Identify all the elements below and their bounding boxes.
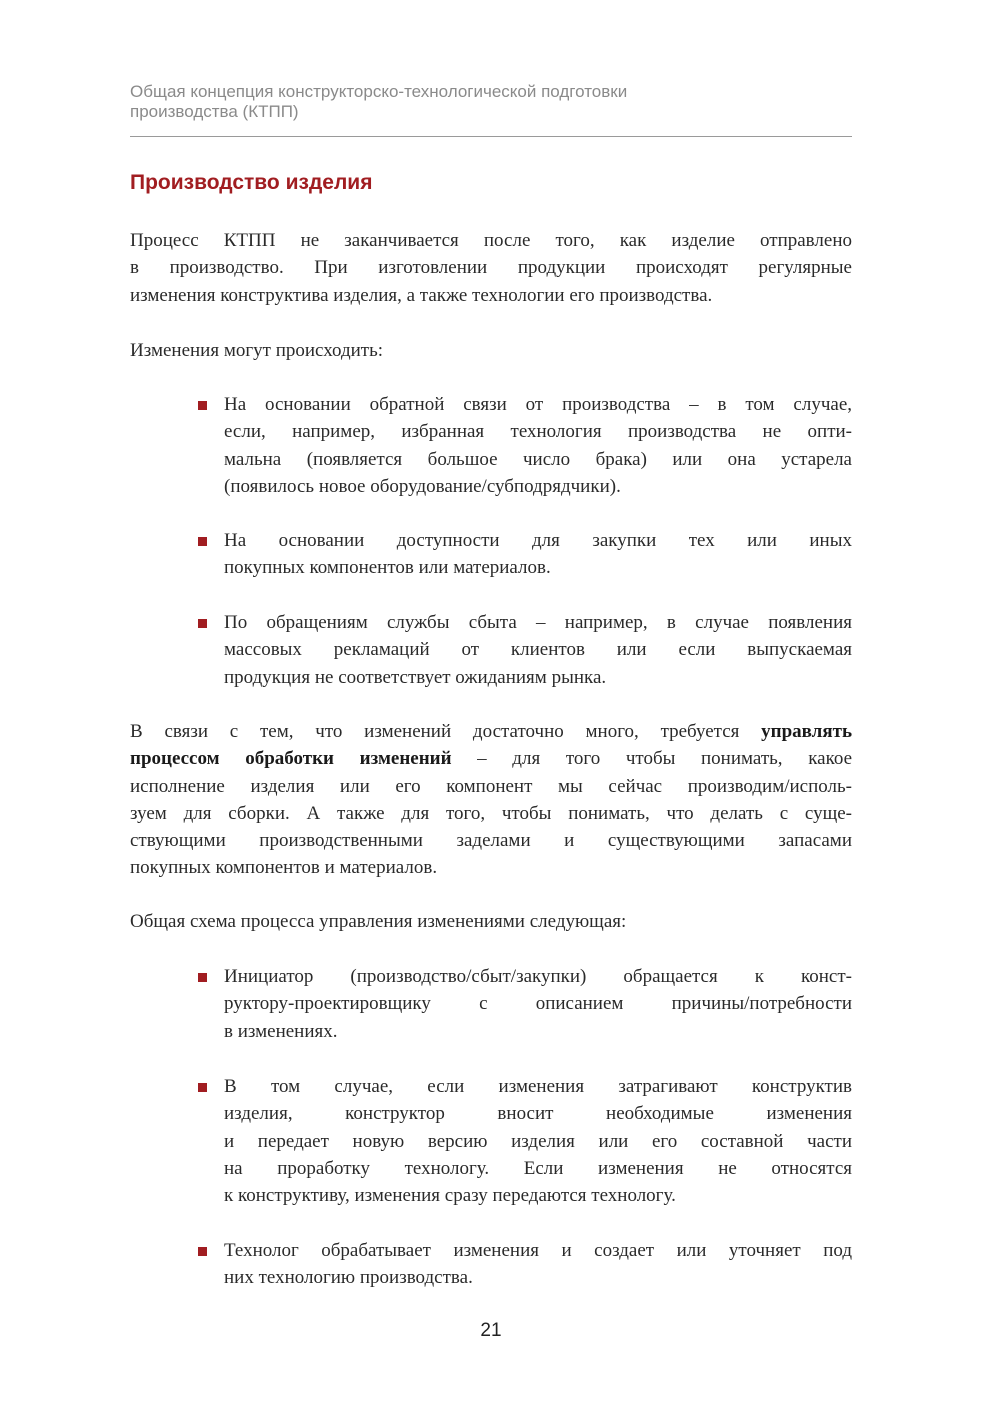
text-line: На основании доступности для закупки тех или иных bbox=[224, 530, 852, 551]
section-title: Производство изделия bbox=[130, 171, 373, 194]
square-bullet-icon bbox=[198, 537, 207, 546]
square-bullet-icon bbox=[198, 619, 207, 628]
text-line: ствующими производственными заделами и существующими запасами bbox=[130, 830, 852, 852]
square-bullet-icon bbox=[198, 1083, 207, 1092]
emphasis-text: процессом обработки изменений bbox=[130, 748, 452, 770]
text-line: на проработку технологу. Если изменения не относятся bbox=[224, 1157, 852, 1179]
text-line: Инициатор (производство/сбыт/закупки) обращается к конст- bbox=[224, 966, 852, 987]
text-line: изменения конструктива изделия, а также технологии его производства. bbox=[130, 284, 713, 306]
text-segment: В связи с тем, что изменений достаточно много, требуется bbox=[130, 721, 762, 742]
text-line: Общая схема процесса управления изменениями следующая: bbox=[130, 911, 627, 932]
text-line: массовых рекламаций от клиентов или если выпускаемая bbox=[224, 639, 852, 661]
text-line: если, например, избранная технология производства не опти- bbox=[224, 421, 852, 443]
text-line: в изменениях. bbox=[224, 1020, 338, 1042]
header-divider bbox=[130, 136, 852, 137]
text-line: По обращениям службы сбыта – например, в случае появления bbox=[224, 612, 852, 633]
text-line bbox=[130, 745, 852, 772]
text-line: Изменения могут происходить: bbox=[130, 340, 384, 361]
running-header-line: производства (КТПП) bbox=[130, 102, 299, 121]
text-line: к конструктиву, изменения сразу передаются технологу. bbox=[224, 1185, 676, 1207]
emphasis-text: управлять bbox=[761, 721, 852, 742]
paragraph bbox=[130, 718, 852, 882]
running-header-line: Общая концепция конструкторско-технологической подготовки bbox=[130, 82, 628, 101]
square-bullet-icon bbox=[198, 401, 207, 410]
text-line: в производство. При изготовлении продукции происходят регулярные bbox=[130, 257, 852, 279]
bullet-item bbox=[224, 1237, 852, 1292]
paragraph bbox=[130, 337, 852, 364]
paragraph bbox=[130, 227, 852, 309]
page-number: 21 bbox=[480, 1320, 502, 1341]
text-line bbox=[130, 718, 852, 745]
text-line: Процесс КТПП не заканчивается после того, как изделие отправлено bbox=[130, 230, 852, 251]
bullet-item bbox=[224, 527, 852, 582]
text-line: В том случае, если изменения затрагивают конструктив bbox=[224, 1076, 852, 1097]
text-line: продукция не соответствует ожиданиям рынка. bbox=[224, 666, 607, 688]
paragraph bbox=[130, 908, 852, 935]
bullet-item bbox=[224, 963, 852, 1045]
square-bullet-icon bbox=[198, 973, 207, 982]
text-line: Технолог обрабатывает изменения и создает или уточняет под bbox=[224, 1240, 852, 1261]
running-header bbox=[130, 82, 852, 122]
text-line: руктору-проектировщику с описанием причины/потребности bbox=[224, 993, 852, 1015]
text-line: них технологию производства. bbox=[224, 1267, 473, 1289]
square-bullet-icon bbox=[198, 1247, 207, 1256]
text-segment: – для того чтобы понимать, какое bbox=[451, 748, 852, 770]
bullet-item bbox=[224, 391, 852, 500]
text-line: зуем для сборки. А также для того, чтобы понимать, что делать с суще- bbox=[130, 802, 852, 824]
text-line: мальна (появляется большое число брака) или она устарела bbox=[224, 448, 852, 470]
text-line: покупных компонентов и материалов. bbox=[130, 857, 438, 879]
text-line: На основании обратной связи от производства – в том случае, bbox=[224, 394, 852, 415]
bullet-item bbox=[224, 1073, 852, 1209]
text-line: и передает новую версию изделия или его составной части bbox=[224, 1130, 852, 1152]
text-line: покупных компонентов или материалов. bbox=[224, 557, 551, 579]
text-line: (появилось новое оборудование/субподрядчики). bbox=[224, 475, 621, 497]
bullet-item bbox=[224, 609, 852, 691]
text-line: изделия, конструктор вносит необходимые изменения bbox=[224, 1103, 852, 1125]
text-line: исполнение изделия или его компонент мы сейчас производим/исполь- bbox=[130, 775, 852, 797]
